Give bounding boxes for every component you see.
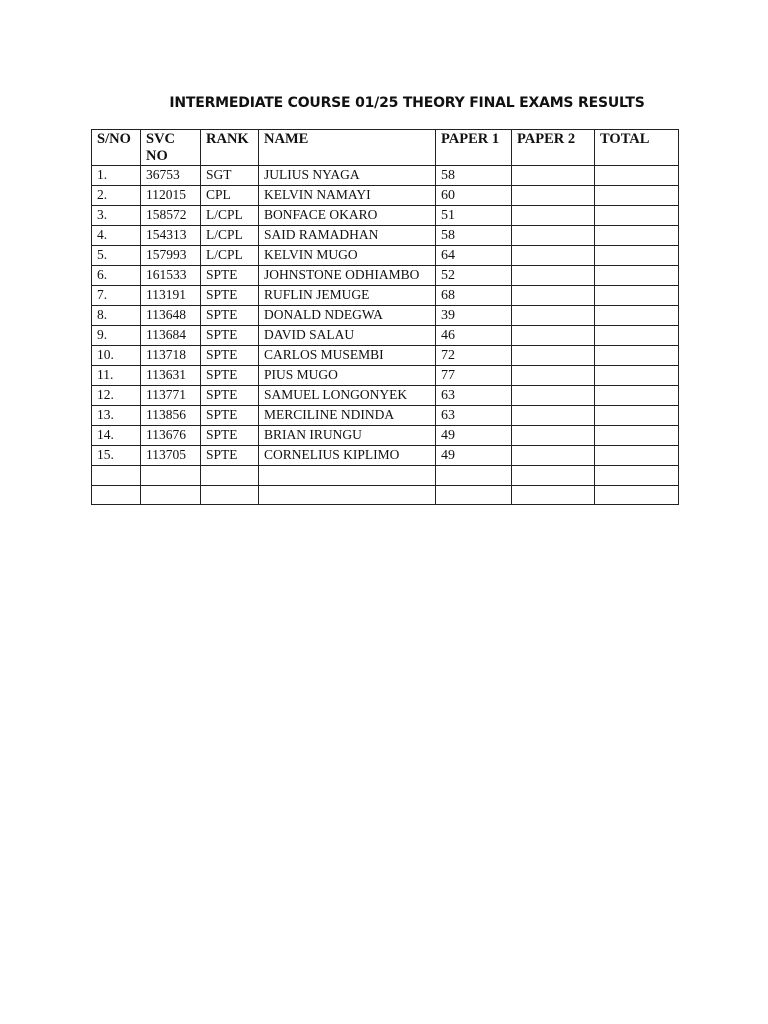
cell-total (595, 186, 679, 206)
cell-paper1: 49 (436, 426, 512, 446)
table-row (92, 206, 679, 226)
table-row (92, 406, 679, 426)
document-title: INTERMEDIATE COURSE 01/25 THEORY FINAL EXAMS RESULTS (169, 95, 645, 111)
cell-total (595, 286, 679, 306)
table-row (92, 166, 679, 186)
cell-paper2 (512, 406, 595, 426)
cell-paper2 (512, 286, 595, 306)
cell-svc-no: 113718 (141, 346, 201, 366)
cell-rank: SPTE (201, 346, 259, 366)
cell-sno: 3. (92, 206, 141, 226)
cell-total (595, 406, 679, 426)
cell-total (595, 426, 679, 446)
cell-svc-no: 113856 (141, 406, 201, 426)
table-row (92, 186, 679, 206)
cell-rank (201, 466, 259, 486)
cell-svc-no: 36753 (141, 166, 201, 186)
cell-rank: SPTE (201, 366, 259, 386)
cell-sno: 11. (92, 366, 141, 386)
cell-paper1: 46 (436, 326, 512, 346)
cell-paper1: 52 (436, 266, 512, 286)
cell-paper1 (436, 485, 512, 505)
cell-total (595, 466, 679, 486)
cell-rank: SGT (201, 166, 259, 186)
cell-sno (92, 466, 141, 486)
cell-paper2 (512, 266, 595, 286)
cell-total (595, 206, 679, 226)
cell-rank: SPTE (201, 426, 259, 446)
cell-paper2 (512, 206, 595, 226)
cell-rank: SPTE (201, 326, 259, 346)
cell-sno: 2. (92, 186, 141, 206)
table-row (92, 226, 679, 246)
cell-paper2 (512, 386, 595, 406)
cell-paper2 (512, 186, 595, 206)
cell-name: BONFACE OKARO (259, 206, 436, 226)
cell-name: PIUS MUGO (259, 366, 436, 386)
cell-paper2 (512, 166, 595, 186)
table-row (92, 246, 679, 266)
cell-paper2 (512, 326, 595, 346)
header-name: NAME (259, 130, 436, 166)
cell-rank: SPTE (201, 406, 259, 426)
cell-total (595, 326, 679, 346)
header-svc-no: SVC NO (141, 130, 201, 166)
cell-name: KELVIN MUGO (259, 246, 436, 266)
cell-rank (201, 485, 259, 505)
cell-total (595, 485, 679, 505)
cell-sno: 12. (92, 386, 141, 406)
cell-svc-no: 112015 (141, 186, 201, 206)
cell-svc-no: 113705 (141, 446, 201, 466)
cell-rank: SPTE (201, 446, 259, 466)
cell-sno: 7. (92, 286, 141, 306)
cell-name (259, 485, 436, 505)
cell-sno: 8. (92, 306, 141, 326)
cell-rank: L/CPL (201, 206, 259, 226)
cell-total (595, 346, 679, 366)
cell-name: DONALD NDEGWA (259, 306, 436, 326)
cell-name: KELVIN NAMAYI (259, 186, 436, 206)
cell-sno: 13. (92, 406, 141, 426)
cell-svc-no (141, 466, 201, 486)
cell-paper1 (436, 466, 512, 486)
table-row (92, 326, 679, 346)
cell-paper2 (512, 466, 595, 486)
cell-paper1: 39 (436, 306, 512, 326)
table-row (92, 266, 679, 286)
table-row (92, 386, 679, 406)
cell-sno: 14. (92, 426, 141, 446)
cell-rank: SPTE (201, 306, 259, 326)
cell-name: DAVID SALAU (259, 326, 436, 346)
cell-paper1: 60 (436, 186, 512, 206)
header-paper1: PAPER 1 (436, 130, 512, 166)
cell-total (595, 166, 679, 186)
header-row (92, 130, 679, 166)
cell-sno: 1. (92, 166, 141, 186)
cell-svc-no: 158572 (141, 206, 201, 226)
cell-rank: SPTE (201, 266, 259, 286)
cell-paper2 (512, 366, 595, 386)
cell-name: CORNELIUS KIPLIMO (259, 446, 436, 466)
cell-name: BRIAN IRUNGU (259, 426, 436, 446)
cell-svc-no: 113676 (141, 426, 201, 446)
cell-paper1: 63 (436, 386, 512, 406)
cell-svc-no: 157993 (141, 246, 201, 266)
table-row (92, 286, 679, 306)
cell-paper1: 63 (436, 406, 512, 426)
cell-svc-no (141, 485, 201, 505)
cell-sno: 9. (92, 326, 141, 346)
table-row (92, 446, 679, 466)
cell-name: JOHNSTONE ODHIAMBO (259, 266, 436, 286)
cell-paper1: 49 (436, 446, 512, 466)
cell-paper2 (512, 426, 595, 446)
cell-rank: CPL (201, 186, 259, 206)
cell-total (595, 266, 679, 286)
table-row (92, 346, 679, 366)
header-sno: S/NO (92, 130, 141, 166)
cell-svc-no: 113631 (141, 366, 201, 386)
cell-name: CARLOS MUSEMBI (259, 346, 436, 366)
cell-total (595, 246, 679, 266)
cell-paper1: 51 (436, 206, 512, 226)
cell-total (595, 306, 679, 326)
cell-sno: 4. (92, 226, 141, 246)
table-row (92, 466, 679, 486)
cell-svc-no: 113648 (141, 306, 201, 326)
cell-name: SAID RAMADHAN (259, 226, 436, 246)
cell-rank: SPTE (201, 286, 259, 306)
table-row (92, 366, 679, 386)
header-paper2: PAPER 2 (512, 130, 595, 166)
cell-paper2 (512, 446, 595, 466)
cell-paper2 (512, 306, 595, 326)
cell-sno: 15. (92, 446, 141, 466)
cell-paper1: 58 (436, 226, 512, 246)
header-rank: RANK (201, 130, 259, 166)
cell-total (595, 226, 679, 246)
cell-name (259, 466, 436, 486)
results-table (91, 129, 679, 505)
cell-name: RUFLIN JEMUGE (259, 286, 436, 306)
cell-sno: 6. (92, 266, 141, 286)
cell-paper2 (512, 226, 595, 246)
cell-svc-no: 161533 (141, 266, 201, 286)
cell-sno: 5. (92, 246, 141, 266)
cell-paper2 (512, 246, 595, 266)
cell-paper1: 77 (436, 366, 512, 386)
results-body (92, 166, 679, 505)
table-row (92, 485, 679, 505)
cell-svc-no: 113771 (141, 386, 201, 406)
cell-paper2 (512, 485, 595, 505)
cell-rank: SPTE (201, 386, 259, 406)
cell-paper1: 58 (436, 166, 512, 186)
cell-paper1: 64 (436, 246, 512, 266)
cell-rank: L/CPL (201, 226, 259, 246)
cell-sno (92, 485, 141, 505)
cell-name: JULIUS NYAGA (259, 166, 436, 186)
cell-total (595, 366, 679, 386)
cell-name: MERCILINE NDINDA (259, 406, 436, 426)
cell-total (595, 446, 679, 466)
cell-total (595, 386, 679, 406)
cell-paper1: 68 (436, 286, 512, 306)
table-row (92, 306, 679, 326)
cell-svc-no: 113191 (141, 286, 201, 306)
cell-svc-no: 113684 (141, 326, 201, 346)
cell-paper2 (512, 346, 595, 366)
cell-sno: 10. (92, 346, 141, 366)
cell-rank: L/CPL (201, 246, 259, 266)
cell-name: SAMUEL LONGONYEK (259, 386, 436, 406)
table-row (92, 426, 679, 446)
cell-svc-no: 154313 (141, 226, 201, 246)
header-total: TOTAL (595, 130, 679, 166)
cell-paper1: 72 (436, 346, 512, 366)
